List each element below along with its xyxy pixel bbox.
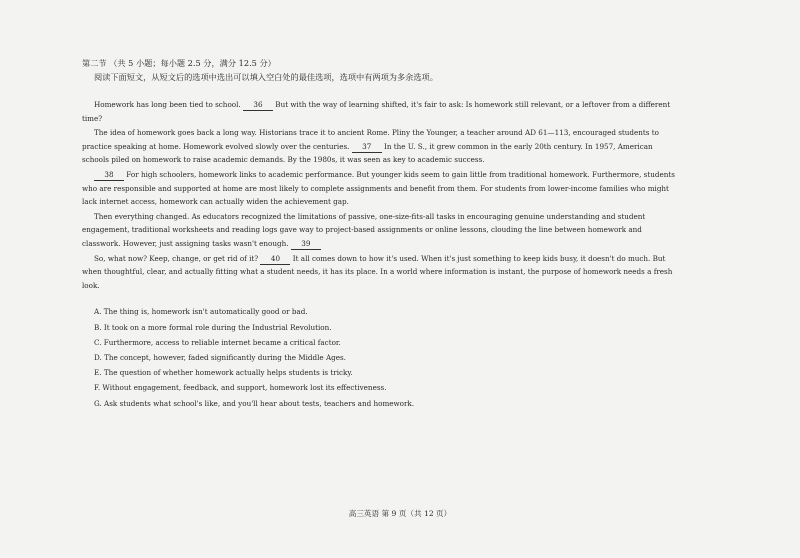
paragraph-text: Homework has long been tied to school. (94, 100, 241, 109)
blank-36: 36 (243, 100, 273, 111)
exam-content (82, 56, 676, 411)
section-title: 第二节 （共 5 小题；每小题 2.5 分，满分 12.5 分） (82, 58, 276, 68)
option-c: C. Furthermore, access to reliable internet became a critical factor. (94, 337, 341, 347)
blank-40: 40 (260, 254, 290, 265)
option-d: D. The concept, however, faded significantly during the Middle Ages. (94, 352, 346, 362)
blank-38: 38 (94, 170, 124, 181)
paragraph-text: In the U. S., it grew common in the early 20th century. In 1957, American schools piled on homework to raise academic demands. By the 1980s, it was seen as key to academic success. (82, 141, 653, 165)
option-f: F. Without engagement, feedback, and support, homework lost its effectiveness. (94, 383, 387, 393)
option-g: G. Ask students what school's like, and you'll hear about tests, teachers and homework. (94, 398, 415, 408)
passage-paragraph-2 (82, 126, 676, 167)
passage-paragraph-1 (82, 98, 676, 125)
blank-37: 37 (352, 142, 382, 153)
answer-options (82, 304, 676, 410)
option-e: E. The question of whether homework actually helps students is tricky. (94, 368, 353, 378)
paragraph-text: Then everything changed. As educators recognized the limitations of passive, one-size-fits-all tasks in encouraging genuine understanding and student engagement, traditional worksheets and reading logs gave way to project-based assignments or online lessons, clouding the line between homework and classwork. However, just assigning tasks wasn't enough. (82, 211, 646, 248)
passage-paragraph-4 (82, 210, 676, 251)
paragraph-text: But with the way of learning shifted, it's fair to ask: Is homework still relevant, or a leftover from a different time? (82, 100, 671, 123)
paragraph-text: For high schoolers, homework links to academic performance. But younger kids seem to gain little from traditional homework. Furthermore, students who are responsible and supported at home are most likely to complete assignments and benefit from them. For students from lower-income families who might lack internet access, homework can actually widen the achievement gap. (82, 169, 675, 207)
paragraph-text: So, what now? Keep, change, or get rid of it? (94, 253, 259, 263)
page-footer: 高三英语 第 9 页（共 12 页） (348, 509, 452, 518)
blank-39: 39 (291, 239, 321, 250)
paragraph-text: The idea of homework goes back a long way. Historians trace it to ancient Rome. Pliny the Younger, a teacher around AD 61—113, encouraged students to practice speaking at home. Homework evolved slowly over the centuries. (82, 128, 659, 151)
section-instructions: 阅读下面短文，从短文后的选项中选出可以填入空白处的最佳选项，选项中有两项为多余选项。 (94, 72, 438, 82)
option-a: A. The thing is, homework isn't automatically good or bad. (94, 307, 308, 317)
passage-paragraph-3 (82, 168, 676, 209)
paragraph-text: It all comes down to how it's used. When it's just something to keep kids busy, it doesn't do much. But when thoughtful, clear, and actually fitting what a student needs, it has its place. In a world where information is instant, the purpose of homework needs a fresh look. (82, 253, 673, 290)
passage-paragraph-5 (82, 252, 676, 293)
option-b: B. It took on a more formal role during the Industrial Revolution. (94, 322, 332, 332)
